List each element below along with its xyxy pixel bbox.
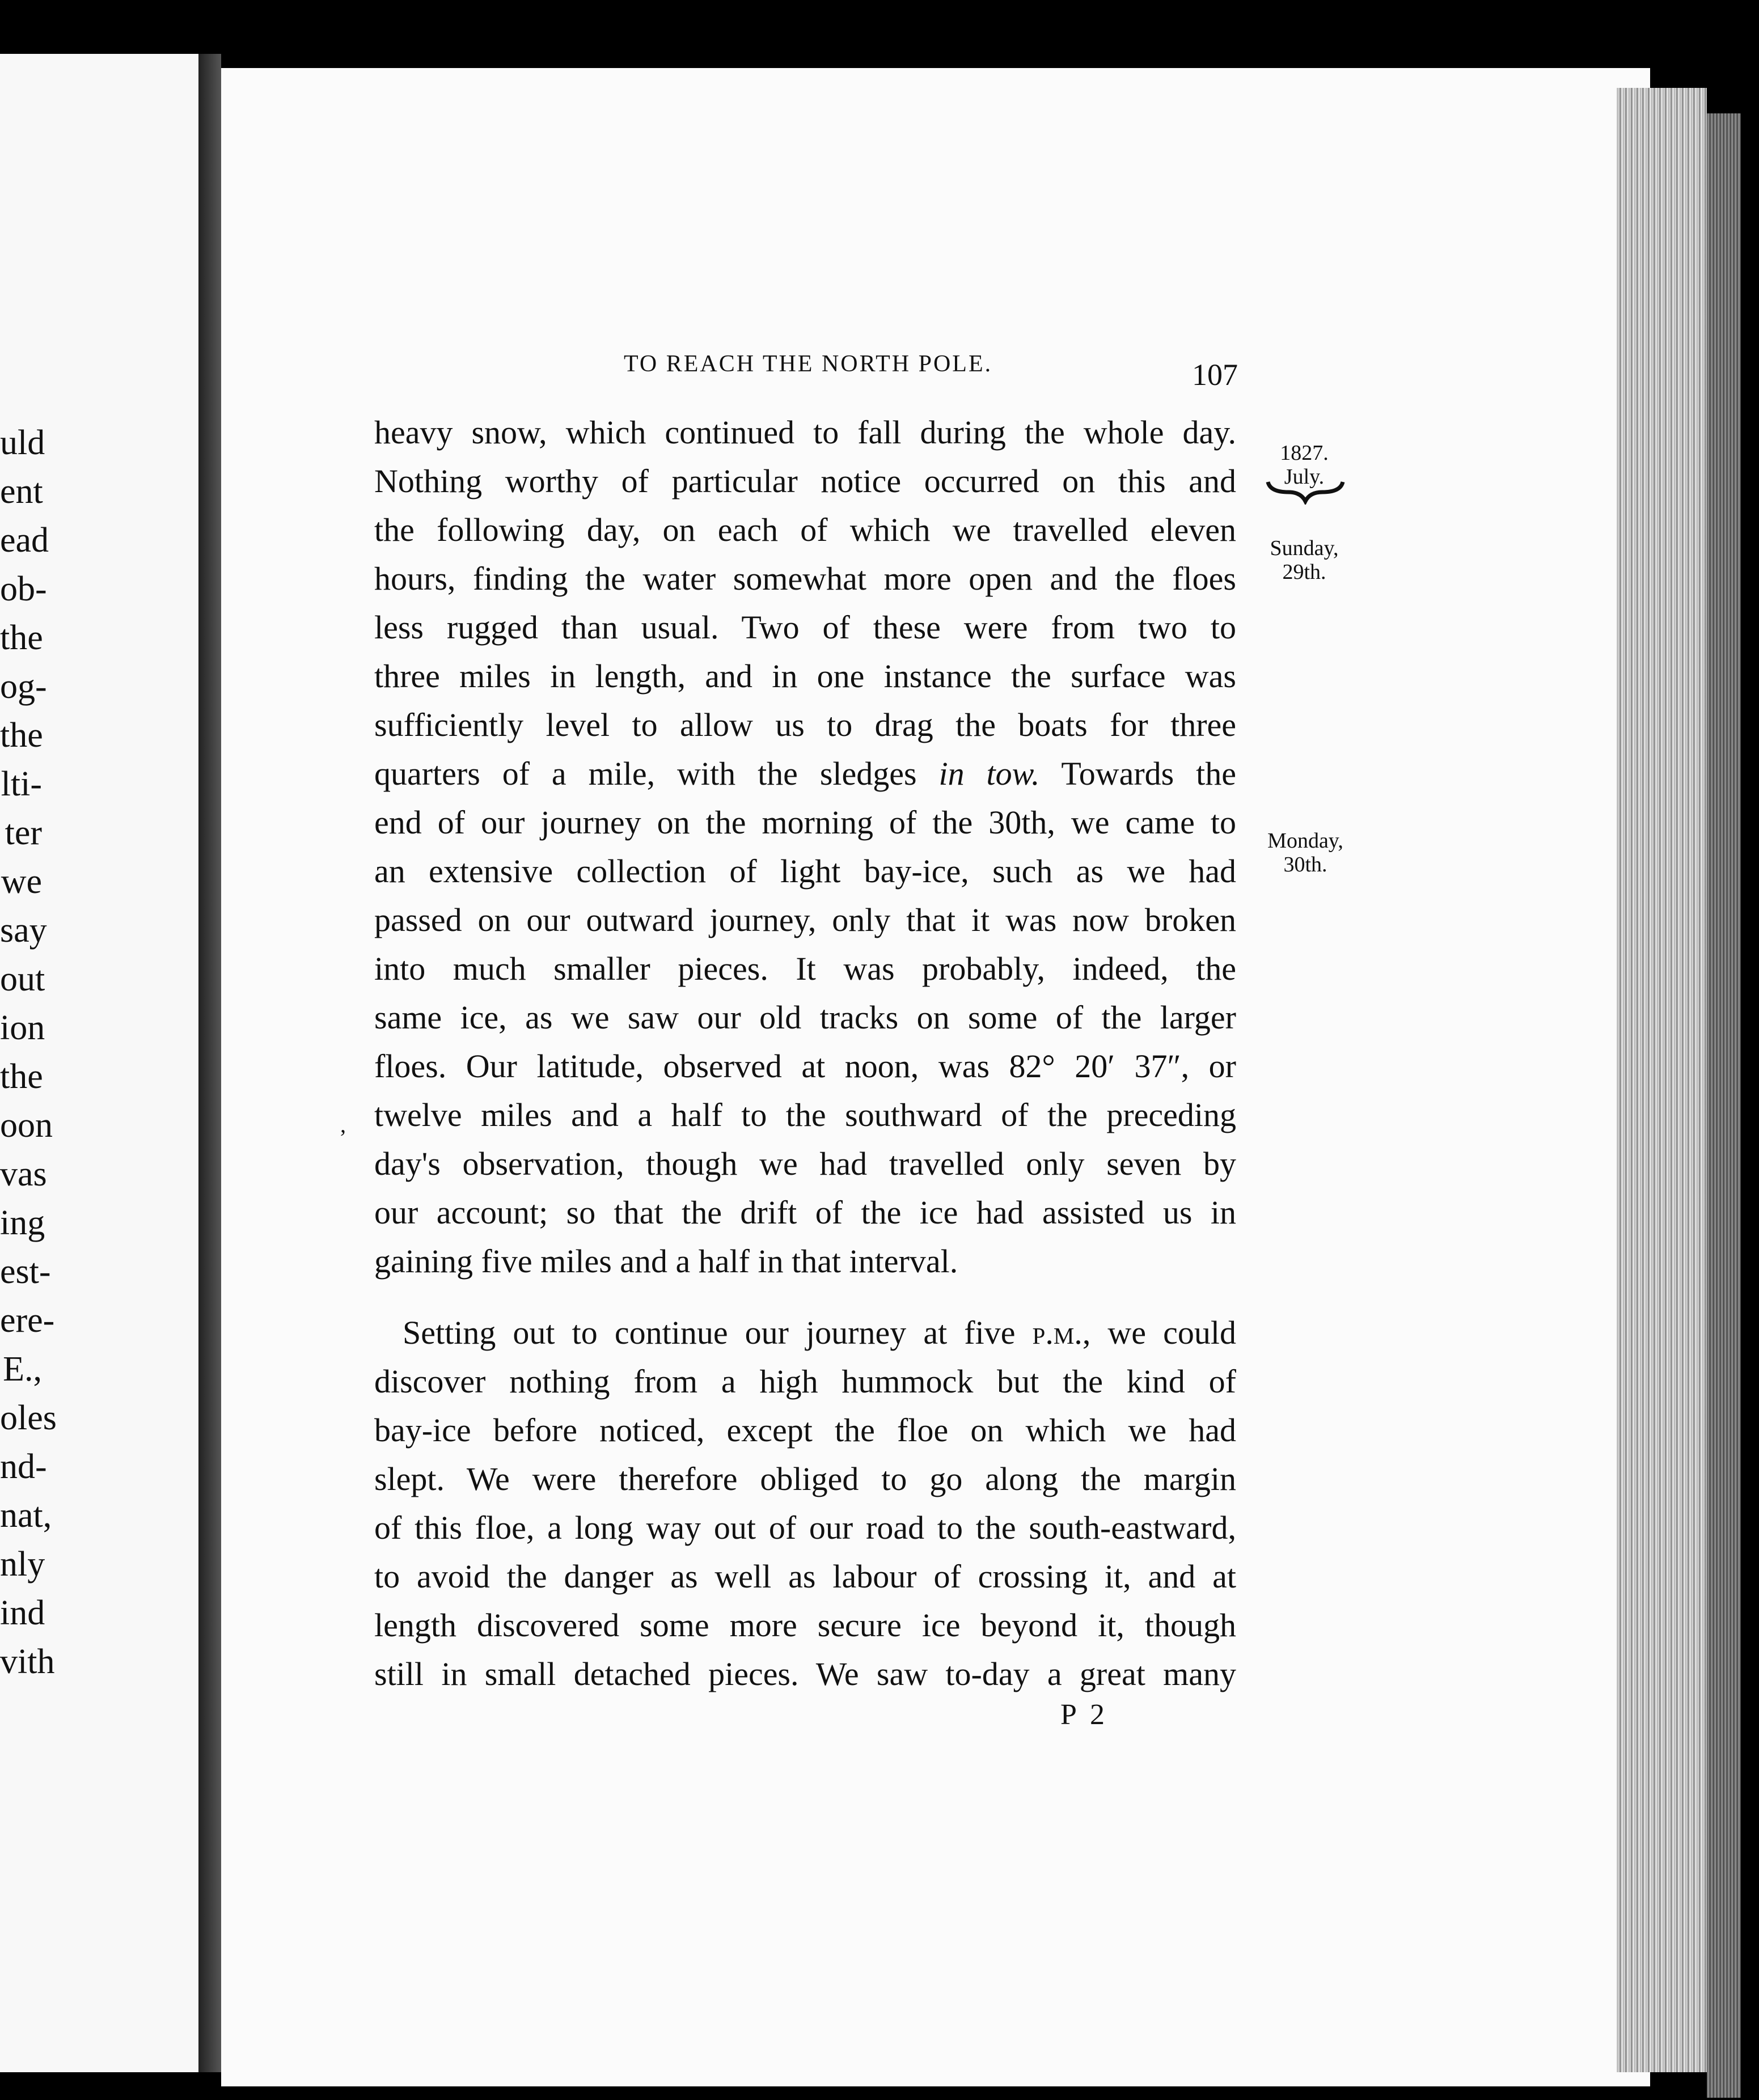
text-line: end of our journey on the morning of the 30th, we came to	[374, 804, 1236, 841]
text-line: Nothing worthy of particular notice occurred on this and	[374, 463, 1236, 499]
curly-brace-icon	[1266, 476, 1345, 505]
left-page-fragment: the	[0, 1057, 43, 1096]
left-page-fragment: ob-	[0, 570, 47, 608]
text-line: sufficiently level to allow us to drag the boats for three	[374, 706, 1236, 743]
page-edges	[1616, 88, 1707, 2072]
body-text	[374, 408, 1236, 1699]
page-number: 107	[1192, 358, 1238, 392]
text-line	[374, 750, 1236, 798]
left-page-fragment: oon	[0, 1106, 53, 1145]
stray-mark: ,	[340, 1112, 346, 1137]
left-page-fragment: we	[1, 862, 42, 901]
text-line: the following day, on each of which we travelled eleven	[374, 511, 1236, 548]
left-page-fragment: est-	[0, 1252, 51, 1291]
text-run: Setting out to continue our journey at five	[403, 1314, 1033, 1351]
left-page-fragment: ead	[0, 521, 49, 560]
left-page-fragment: uld	[0, 424, 45, 462]
text-line: twelve miles and a half to the southward of the preceding	[374, 1096, 1236, 1133]
left-page-fragment: E.,	[3, 1350, 42, 1388]
text-line: bay-ice before noticed, except the floe on which we had	[374, 1412, 1236, 1449]
margin-sunday	[1262, 536, 1347, 584]
text-run: , we could	[1082, 1314, 1236, 1351]
text-run: Towards the	[1039, 755, 1237, 792]
text-line: of this floe, a long way out of our road to the south-eastward,	[374, 1509, 1236, 1546]
left-page-fragment: ing	[0, 1204, 45, 1242]
left-page-fragment: lti-	[1, 765, 42, 803]
text-line: slept. We were therefore obliged to go along the margin	[374, 1460, 1236, 1497]
left-page-fragment: ter	[5, 814, 42, 852]
text-line: our account; so that the drift of the ice had assisted us in	[374, 1194, 1236, 1231]
text-line	[374, 1309, 1236, 1357]
text-line: hours, finding the water somewhat more open and the floes	[374, 560, 1236, 597]
left-page-fragment: nly	[0, 1545, 45, 1584]
text-line: into much smaller pieces. It was probably, indeed, the	[374, 950, 1236, 987]
text-line: floes. Our latitude, observed at noon, was 82° 20′ 37″, or	[374, 1048, 1236, 1085]
text-line: gaining five miles and a half in that interval.	[374, 1243, 958, 1280]
text-line: three miles in length, and in one instance the surface was	[374, 658, 1236, 695]
left-page-fragment: oles	[0, 1399, 57, 1437]
text-line: day's observation, though we had travelled only seven by	[374, 1145, 1236, 1182]
small-caps-text: p.m.	[1032, 1314, 1083, 1351]
left-page-fragment: vith	[0, 1642, 55, 1681]
left-page-fragment: the	[0, 619, 43, 657]
text-line: same ice, as we saw our old tracks on some of the larger	[374, 999, 1236, 1036]
text-line: to avoid the danger as well as labour of crossing it, and at	[374, 1558, 1236, 1595]
margin-year-text: 1827.	[1280, 441, 1329, 465]
left-page-fragment: the	[0, 716, 43, 755]
signature-mark: P 2	[1060, 1699, 1108, 1731]
margin-month-text: July.	[1284, 465, 1325, 489]
text-line: length discovered some more secure ice beyond it, though	[374, 1607, 1236, 1644]
left-page-fragment: ent	[0, 472, 43, 511]
left-page-fragment: nat,	[0, 1496, 52, 1535]
book-gutter	[198, 54, 221, 2072]
text-line: still in small detached pieces. We saw to-day a great many	[374, 1656, 1236, 1692]
text-line: discover nothing from a high hummock but the kind of	[374, 1363, 1236, 1400]
left-page-fragment: ind	[0, 1594, 45, 1632]
margin-sunday-day: Sunday,	[1270, 536, 1339, 560]
text-line: an extensive collection of light bay-ice, such as we had	[374, 853, 1236, 890]
text-line: passed on our outward journey, only that it was now broken	[374, 901, 1236, 938]
left-page-fragment: ion	[0, 1009, 45, 1047]
margin-monday	[1260, 829, 1351, 877]
text-line: less rugged than usual. Two of these were from two to	[374, 609, 1236, 646]
margin-monday-date: 30th.	[1283, 853, 1327, 877]
margin-monday-day: Monday,	[1267, 829, 1343, 853]
left-page-fragment: nd-	[0, 1447, 47, 1486]
left-page-fragment: og-	[0, 667, 47, 706]
left-page-fragment: ere-	[0, 1301, 55, 1340]
italic-text: in tow.	[938, 755, 1040, 792]
book-cover-edge	[1707, 113, 1741, 2098]
left-page	[0, 54, 202, 2072]
left-page-fragment: out	[0, 960, 45, 998]
running-head: TO REACH THE NORTH POLE.	[624, 351, 993, 377]
left-page-fragment: vas	[0, 1155, 47, 1193]
text-run: quarters of a mile, with the sledges	[374, 755, 939, 792]
left-page-fragment: say	[0, 911, 47, 950]
margin-sunday-date: 29th.	[1282, 560, 1326, 584]
text-line: heavy snow, which continued to fall during the whole day.	[374, 414, 1236, 451]
